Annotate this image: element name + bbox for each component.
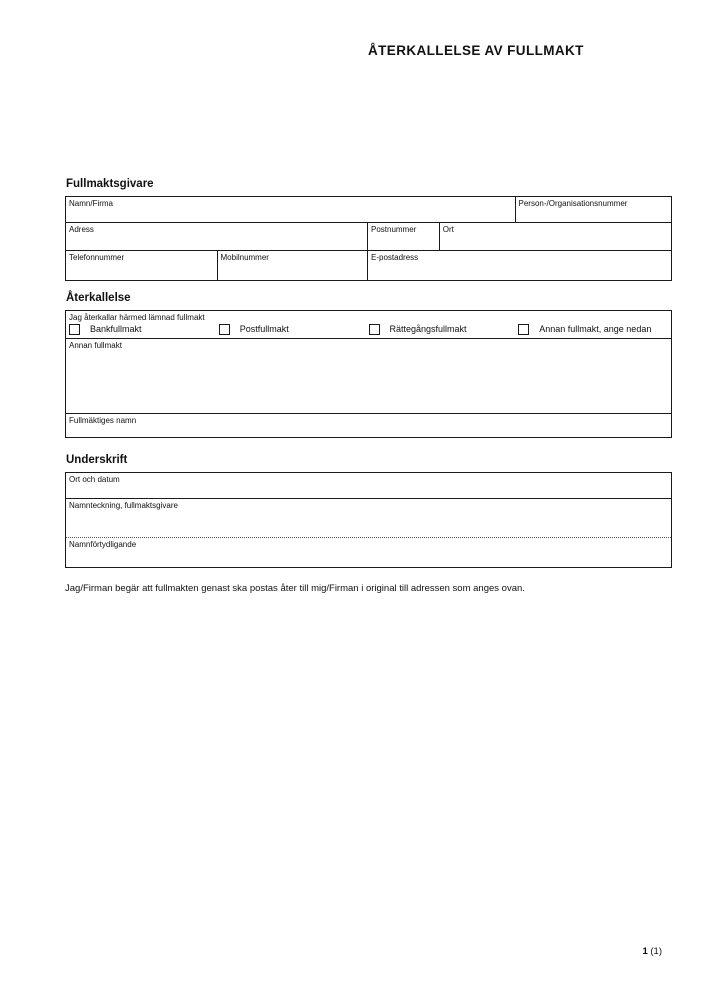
postnummer-label: Postnummer — [370, 225, 417, 234]
section-heading-underskrift: Underskrift — [66, 454, 128, 466]
adress-label: Adress — [69, 225, 94, 234]
namn-firma-field[interactable] — [66, 197, 516, 222]
section-heading-fullmaktsgivare: Fullmaktsgivare — [66, 178, 154, 190]
table-row — [66, 251, 671, 280]
rattegangsfullmakt-label: Rättegångsfullmakt — [389, 324, 467, 334]
mobilnummer-label: Mobilnummer — [220, 253, 269, 262]
postfullmakt-checkbox[interactable] — [219, 324, 230, 335]
telefonnummer-field[interactable] — [66, 251, 218, 280]
fullmakt-type-options — [69, 324, 668, 335]
telefonnummer-label: Telefonnummer — [69, 253, 125, 262]
checkbox-option-bankfullmakt[interactable] — [69, 324, 219, 335]
revoke-intro-label: Jag återkallar härmed lämnad fullmakt — [69, 313, 205, 322]
table-row — [66, 223, 671, 251]
section-heading-aterkallelse: Återkallelse — [66, 292, 131, 304]
namn-firma-label: Namn/Firma — [69, 199, 114, 208]
ort-field[interactable] — [440, 223, 671, 250]
fullmaktiges-namn-label: Fullmäktiges namn — [69, 416, 137, 425]
ort-label: Ort — [442, 225, 454, 234]
annan-fullmakt-label: Annan fullmakt — [69, 341, 122, 350]
annan-fullmakt-field[interactable] — [66, 339, 671, 414]
postnummer-field[interactable] — [368, 223, 440, 250]
aterkallelse-box — [65, 310, 672, 438]
revoke-options-row — [66, 311, 671, 339]
return-request-note: Jag/Firman begär att fullmakten genast ska postas åter till mig/Firman i original till adressen som anges ovan. — [65, 583, 525, 594]
page-title: ÅTERKALLELSE AV FULLMAKT — [368, 43, 584, 58]
namnfortydligande-label: Namnförtydligande — [69, 540, 137, 549]
ort-och-datum-label: Ort och datum — [69, 475, 120, 484]
page-number — [642, 946, 662, 957]
adress-field[interactable] — [66, 223, 368, 250]
table-row — [66, 197, 671, 223]
bankfullmakt-label: Bankfullmakt — [90, 324, 142, 334]
bankfullmakt-checkbox[interactable] — [69, 324, 80, 335]
namnfortydligande-field[interactable] — [66, 538, 671, 567]
checkbox-option-rattegangsfullmakt[interactable] — [369, 324, 519, 335]
epostadress-label: E-postadress — [371, 253, 419, 262]
epostadress-field[interactable] — [368, 251, 671, 280]
underskrift-box — [65, 472, 672, 568]
rattegangsfullmakt-checkbox[interactable] — [369, 324, 380, 335]
postfullmakt-label: Postfullmakt — [239, 324, 289, 334]
checkbox-option-postfullmakt[interactable] — [219, 324, 369, 335]
ort-och-datum-field[interactable] — [66, 473, 671, 499]
page-number-total: (1) — [650, 946, 662, 957]
namnteckning-label: Namnteckning, fullmaktsgivare — [69, 501, 178, 510]
fullmaktsgivare-table — [65, 196, 672, 281]
fullmaktiges-namn-field[interactable] — [66, 414, 671, 437]
namnteckning-field[interactable] — [66, 499, 671, 538]
checkbox-option-annan-fullmakt[interactable] — [518, 324, 668, 335]
mobilnummer-field[interactable] — [218, 251, 369, 280]
person-organisationsnummer-field[interactable] — [516, 197, 672, 222]
annan-fullmakt-checkbox-label: Annan fullmakt, ange nedan — [539, 324, 652, 334]
person-organisationsnummer-label: Person-/Organisationsnummer — [518, 199, 628, 208]
annan-fullmakt-checkbox[interactable] — [518, 324, 529, 335]
page-number-current: 1 — [642, 946, 648, 957]
